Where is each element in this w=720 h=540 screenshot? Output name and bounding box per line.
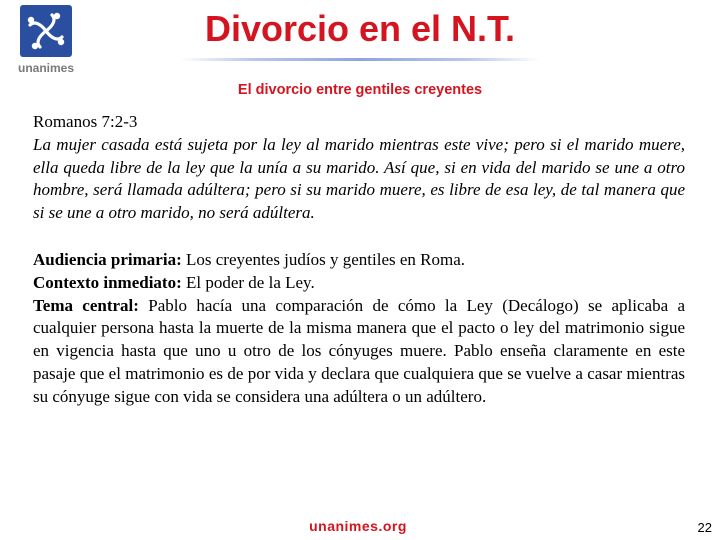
page-title: Divorcio en el N.T. — [204, 8, 516, 49]
audience-line — [33, 249, 685, 272]
context-line — [33, 272, 685, 295]
context-label: Contexto inmediato: — [33, 272, 182, 292]
theme-line — [33, 295, 685, 409]
page-number: 22 — [697, 520, 712, 535]
context-text: El poder de la Ley. — [181, 272, 315, 292]
footer-url: unanimes.org — [309, 518, 407, 534]
logo-text: unanimes — [17, 61, 74, 75]
audience-label: Audiencia primaria: — [33, 249, 182, 269]
scripture-quote: La mujer casada está sujeta por la ley al marido mientras este vive; pero si el marido muere, ella queda libre de la ley que la unía a su marido. Así que, si en vida del marido se une a otro hombre, será llamada adúltera; pero si su marido muere, es libre de esa ley, de tal manera que si se une a otro marido, no será adúltera. — [33, 134, 685, 223]
scripture-reference: Romanos 7:2-3 — [33, 112, 138, 131]
audience-text: Los creyentes judíos y gentiles en Roma. — [181, 249, 466, 269]
theme-label: Tema central: — [33, 295, 139, 315]
page-subtitle: El divorcio entre gentiles creyentes — [237, 82, 483, 98]
theme-text: Pablo hacía una comparación de cómo la Ley (Decálogo) se aplicaba a cualquier persona hasta la muerte de la misma manera que el pacto o ley del matrimonio sigue en vigencia hasta que uno u otro de los cónyuges muere. Pablo enseña claramente en este pasaje que el matrimonio es de por vida y declara que cualquiera que se vuelve a casar mientras su cónyuge sigue con vida se considera una adúltera o un adúltero. — [33, 295, 685, 406]
spacer — [33, 225, 685, 249]
unanimes-logo-icon — [20, 5, 72, 57]
logo — [8, 5, 84, 77]
title-divider — [180, 58, 540, 61]
slide-body — [33, 111, 685, 409]
